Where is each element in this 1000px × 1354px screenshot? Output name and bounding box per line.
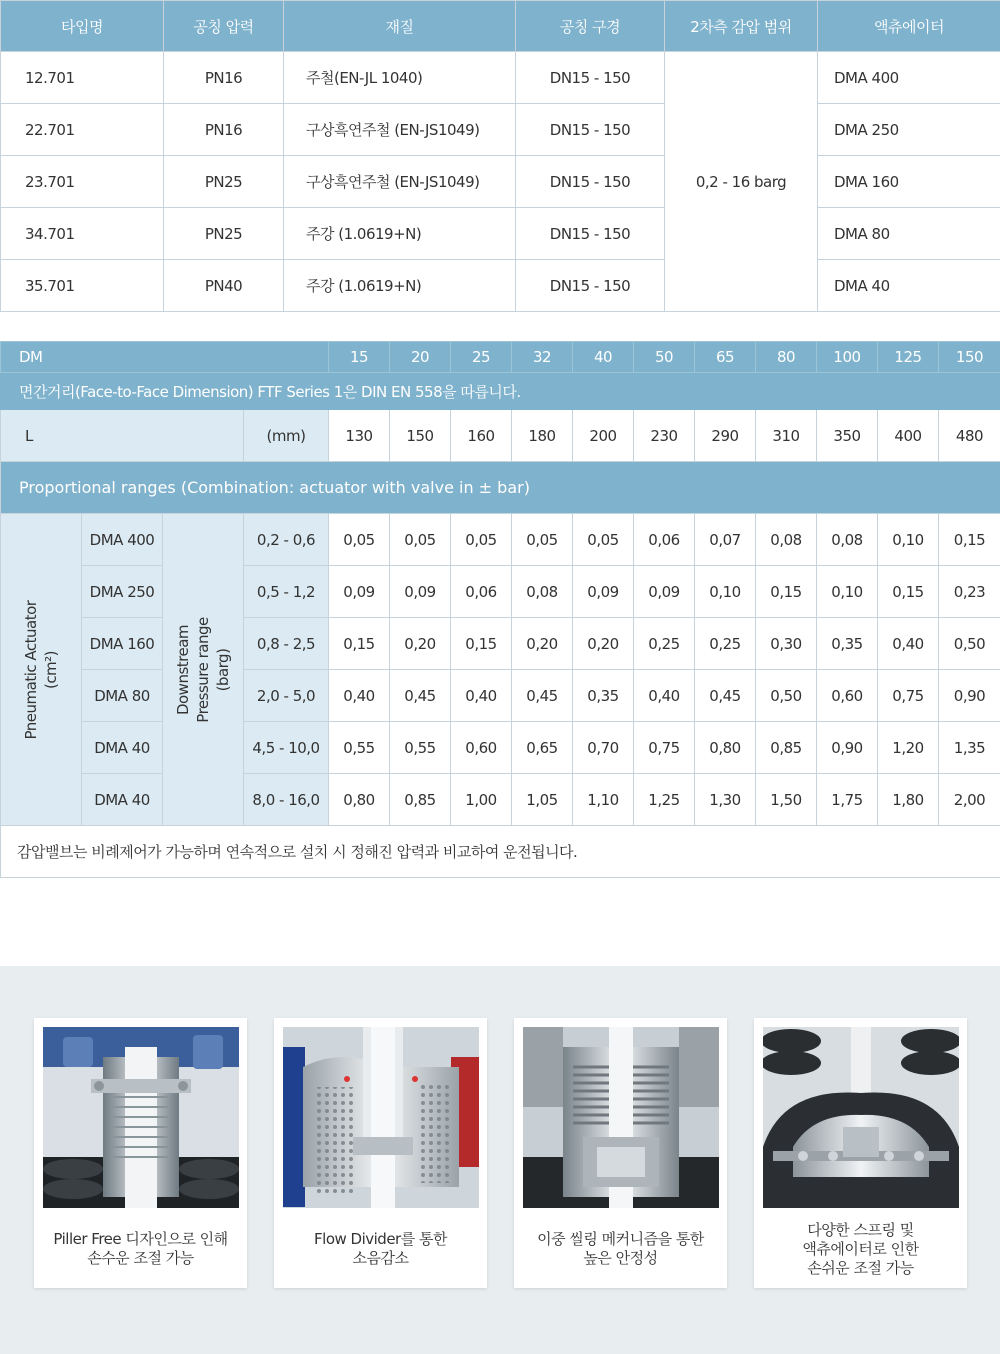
pressure-axis-unit: (barg)	[214, 648, 232, 691]
value-cell: 0,10	[695, 566, 756, 618]
value-cell: 0,15	[878, 566, 939, 618]
table-row	[1, 514, 1000, 566]
value-cell: 0,60	[451, 722, 512, 774]
length-value: 150	[390, 410, 451, 462]
diameter-cell: DN15 - 150	[516, 52, 665, 104]
ftf-note-row	[1, 373, 1000, 410]
actuator-axis-title: Pneumatic Actuator	[22, 600, 40, 739]
dn-size: 25	[451, 342, 512, 373]
material-cell: 구상흑연주철 (EN-JS1049)	[284, 156, 516, 208]
header-range: 2차측 감압 범위	[665, 1, 818, 52]
feature-card-spring-actuator	[754, 1018, 967, 1288]
value-cell: 0,35	[573, 670, 634, 722]
proportional-title-row	[1, 462, 1000, 514]
value-cell: 0,05	[451, 514, 512, 566]
actuator-cell: DMA 80	[82, 670, 163, 722]
actuator-cell: DMA 40	[82, 774, 163, 826]
dn-size: 150	[939, 342, 1000, 373]
dimension-table	[0, 341, 1000, 878]
dn-size: 80	[756, 342, 817, 373]
dn-size: 20	[390, 342, 451, 373]
value-cell: 1,80	[878, 774, 939, 826]
range-cell: 0,2 - 0,6	[244, 514, 329, 566]
value-cell: 0,45	[512, 670, 573, 722]
dn-size: 125	[878, 342, 939, 373]
length-row	[1, 410, 1000, 462]
table-row	[1, 260, 1000, 312]
range-cell: 8,0 - 16,0	[244, 774, 329, 826]
dn-size: 65	[695, 342, 756, 373]
value-cell: 0,25	[634, 618, 695, 670]
value-cell: 0,25	[695, 618, 756, 670]
value-cell: 0,75	[878, 670, 939, 722]
value-cell: 0,08	[817, 514, 878, 566]
actuator-axis-label	[1, 514, 82, 826]
length-value: 290	[695, 410, 756, 462]
value-cell: 0,80	[329, 774, 390, 826]
feature-card-flow-divider	[274, 1018, 487, 1288]
range-cell: 0,2 - 16 barg	[665, 52, 818, 312]
header-pressure: 공칭 압력	[164, 1, 284, 52]
value-cell: 0,15	[756, 566, 817, 618]
value-cell: 0,45	[390, 670, 451, 722]
value-cell: 0,20	[512, 618, 573, 670]
table-row	[1, 104, 1000, 156]
value-cell: 0,05	[390, 514, 451, 566]
actuator-cell: DMA 250	[82, 566, 163, 618]
actuator-cell: DMA 400	[82, 514, 163, 566]
value-cell: 0,50	[756, 670, 817, 722]
value-cell: 0,70	[573, 722, 634, 774]
actuator-axis-unit: (cm²)	[42, 650, 60, 689]
header-type: 타입명	[1, 1, 164, 52]
value-cell: 0,15	[451, 618, 512, 670]
pressure-cell: PN40	[164, 260, 284, 312]
value-cell: 2,00	[939, 774, 1000, 826]
value-cell: 0,07	[695, 514, 756, 566]
length-value: 400	[878, 410, 939, 462]
header-material: 재질	[284, 1, 516, 52]
value-cell: 0,06	[634, 514, 695, 566]
pressure-cell: PN25	[164, 208, 284, 260]
value-cell: 0,09	[634, 566, 695, 618]
value-cell: 0,60	[817, 670, 878, 722]
value-cell: 0,50	[939, 618, 1000, 670]
actuator-cell: DMA 40	[82, 722, 163, 774]
value-cell: 0,10	[878, 514, 939, 566]
value-cell: 0,09	[390, 566, 451, 618]
length-value: 310	[756, 410, 817, 462]
value-cell: 0,20	[573, 618, 634, 670]
value-cell: 0,08	[756, 514, 817, 566]
actuator-cell: DMA 400	[818, 52, 1000, 104]
value-cell: 0,30	[756, 618, 817, 670]
diameter-cell: DN15 - 150	[516, 156, 665, 208]
dm-header-row	[1, 342, 1000, 373]
table-row	[1, 156, 1000, 208]
actuator-cell: DMA 40	[818, 260, 1000, 312]
table-row	[1, 618, 1000, 670]
length-value: 180	[512, 410, 573, 462]
table-row	[1, 670, 1000, 722]
value-cell: 0,15	[939, 514, 1000, 566]
dn-size: 40	[573, 342, 634, 373]
valve-cutaway-spring-illustration	[43, 1027, 239, 1208]
value-cell: 0,20	[390, 618, 451, 670]
value-cell: 0,80	[695, 722, 756, 774]
range-cell: 0,5 - 1,2	[244, 566, 329, 618]
feature-card-pillar-free	[34, 1018, 247, 1288]
pressure-axis-line1: Downstream	[174, 624, 192, 715]
bellows-sealing-cutaway-illustration	[523, 1027, 719, 1208]
value-cell: 0,09	[329, 566, 390, 618]
table-row	[1, 208, 1000, 260]
flow-divider-cutaway-illustration	[283, 1027, 479, 1208]
value-cell: 0,75	[634, 722, 695, 774]
value-cell: 0,40	[878, 618, 939, 670]
diameter-cell: DN15 - 150	[516, 104, 665, 156]
feature-caption: Piller Free 디자인으로 인해 손수운 조절 가능	[53, 1230, 228, 1267]
value-cell: 0,40	[634, 670, 695, 722]
value-cell: 1,00	[451, 774, 512, 826]
type-cell: 35.701	[1, 260, 164, 312]
value-cell: 1,10	[573, 774, 634, 826]
value-cell: 1,20	[878, 722, 939, 774]
table-row	[1, 722, 1000, 774]
length-label: L	[1, 410, 244, 462]
length-unit: (mm)	[244, 410, 329, 462]
dm-label: DM	[1, 342, 329, 373]
pressure-cell: PN16	[164, 52, 284, 104]
material-cell: 구상흑연주철 (EN-JS1049)	[284, 104, 516, 156]
table-row	[1, 566, 1000, 618]
value-cell: 0,15	[329, 618, 390, 670]
pressure-cell: PN16	[164, 104, 284, 156]
value-cell: 1,35	[939, 722, 1000, 774]
type-cell: 23.701	[1, 156, 164, 208]
value-cell: 1,05	[512, 774, 573, 826]
spec-header-row	[1, 1, 1000, 52]
feature-caption: 다양한 스프링 및 액츄에이터로 인한 손쉬운 조절 가능	[802, 1220, 919, 1277]
dn-size: 100	[817, 342, 878, 373]
value-cell: 0,35	[817, 618, 878, 670]
feature-section	[0, 966, 1000, 1354]
value-cell: 1,75	[817, 774, 878, 826]
value-cell: 0,90	[939, 670, 1000, 722]
range-cell: 2,0 - 5,0	[244, 670, 329, 722]
pressure-axis-line2: Pressure range	[194, 616, 212, 723]
value-cell: 0,40	[451, 670, 512, 722]
value-cell: 0,05	[329, 514, 390, 566]
material-cell: 주철(EN-JL 1040)	[284, 52, 516, 104]
header-actuator: 액츄에이터	[818, 1, 1000, 52]
value-cell: 0,55	[329, 722, 390, 774]
value-cell: 0,90	[817, 722, 878, 774]
value-cell: 0,85	[390, 774, 451, 826]
range-cell: 0,8 - 2,5	[244, 618, 329, 670]
value-cell: 1,30	[695, 774, 756, 826]
spec-table	[0, 0, 1000, 312]
material-cell: 주강 (1.0619+N)	[284, 260, 516, 312]
pressure-cell: PN25	[164, 156, 284, 208]
diameter-cell: DN15 - 150	[516, 260, 665, 312]
value-cell: 0,08	[512, 566, 573, 618]
value-cell: 0,45	[695, 670, 756, 722]
dn-size: 15	[329, 342, 390, 373]
table-row	[1, 52, 1000, 104]
type-cell: 34.701	[1, 208, 164, 260]
feature-card-double-sealing	[514, 1018, 727, 1288]
dn-size: 32	[512, 342, 573, 373]
value-cell: 0,06	[451, 566, 512, 618]
feature-caption: 이중 씰링 메커니즘을 통한 높은 안정성	[537, 1230, 704, 1267]
value-cell: 0,85	[756, 722, 817, 774]
value-cell: 1,50	[756, 774, 817, 826]
value-cell: 0,10	[817, 566, 878, 618]
value-cell: 0,65	[512, 722, 573, 774]
type-cell: 12.701	[1, 52, 164, 104]
value-cell: 0,09	[573, 566, 634, 618]
actuator-cell: DMA 80	[818, 208, 1000, 260]
footnote-row	[1, 826, 1000, 878]
value-cell: 0,40	[329, 670, 390, 722]
ftf-note: 면간거리(Face-to-Face Dimension) FTF Series 1은 DIN EN 558을 따릅니다.	[1, 373, 1000, 410]
value-cell: 0,05	[573, 514, 634, 566]
length-value: 130	[329, 410, 390, 462]
actuator-cell: DMA 160	[818, 156, 1000, 208]
length-value: 200	[573, 410, 634, 462]
actuator-diaphragm-cutaway-illustration	[763, 1027, 959, 1208]
value-cell: 0,23	[939, 566, 1000, 618]
value-cell: 1,25	[634, 774, 695, 826]
dn-size: 50	[634, 342, 695, 373]
value-cell: 0,55	[390, 722, 451, 774]
length-value: 160	[451, 410, 512, 462]
table-row	[1, 774, 1000, 826]
feature-caption: Flow Divider를 통한 소음감소	[314, 1230, 447, 1267]
value-cell: 0,05	[512, 514, 573, 566]
pressure-axis-label	[163, 514, 244, 826]
footnote: 감압밸브는 비례제어가 가능하며 연속적으로 설치 시 정해진 압력과 비교하여 운전됩니다.	[1, 826, 1000, 878]
type-cell: 22.701	[1, 104, 164, 156]
actuator-cell: DMA 250	[818, 104, 1000, 156]
range-cell: 4,5 - 10,0	[244, 722, 329, 774]
actuator-cell: DMA 160	[82, 618, 163, 670]
proportional-title: Proportional ranges (Combination: actuator with valve in ± bar)	[1, 462, 1000, 514]
material-cell: 주강 (1.0619+N)	[284, 208, 516, 260]
header-diameter: 공칭 구경	[516, 1, 665, 52]
length-value: 480	[939, 410, 1000, 462]
length-value: 230	[634, 410, 695, 462]
length-value: 350	[817, 410, 878, 462]
diameter-cell: DN15 - 150	[516, 208, 665, 260]
